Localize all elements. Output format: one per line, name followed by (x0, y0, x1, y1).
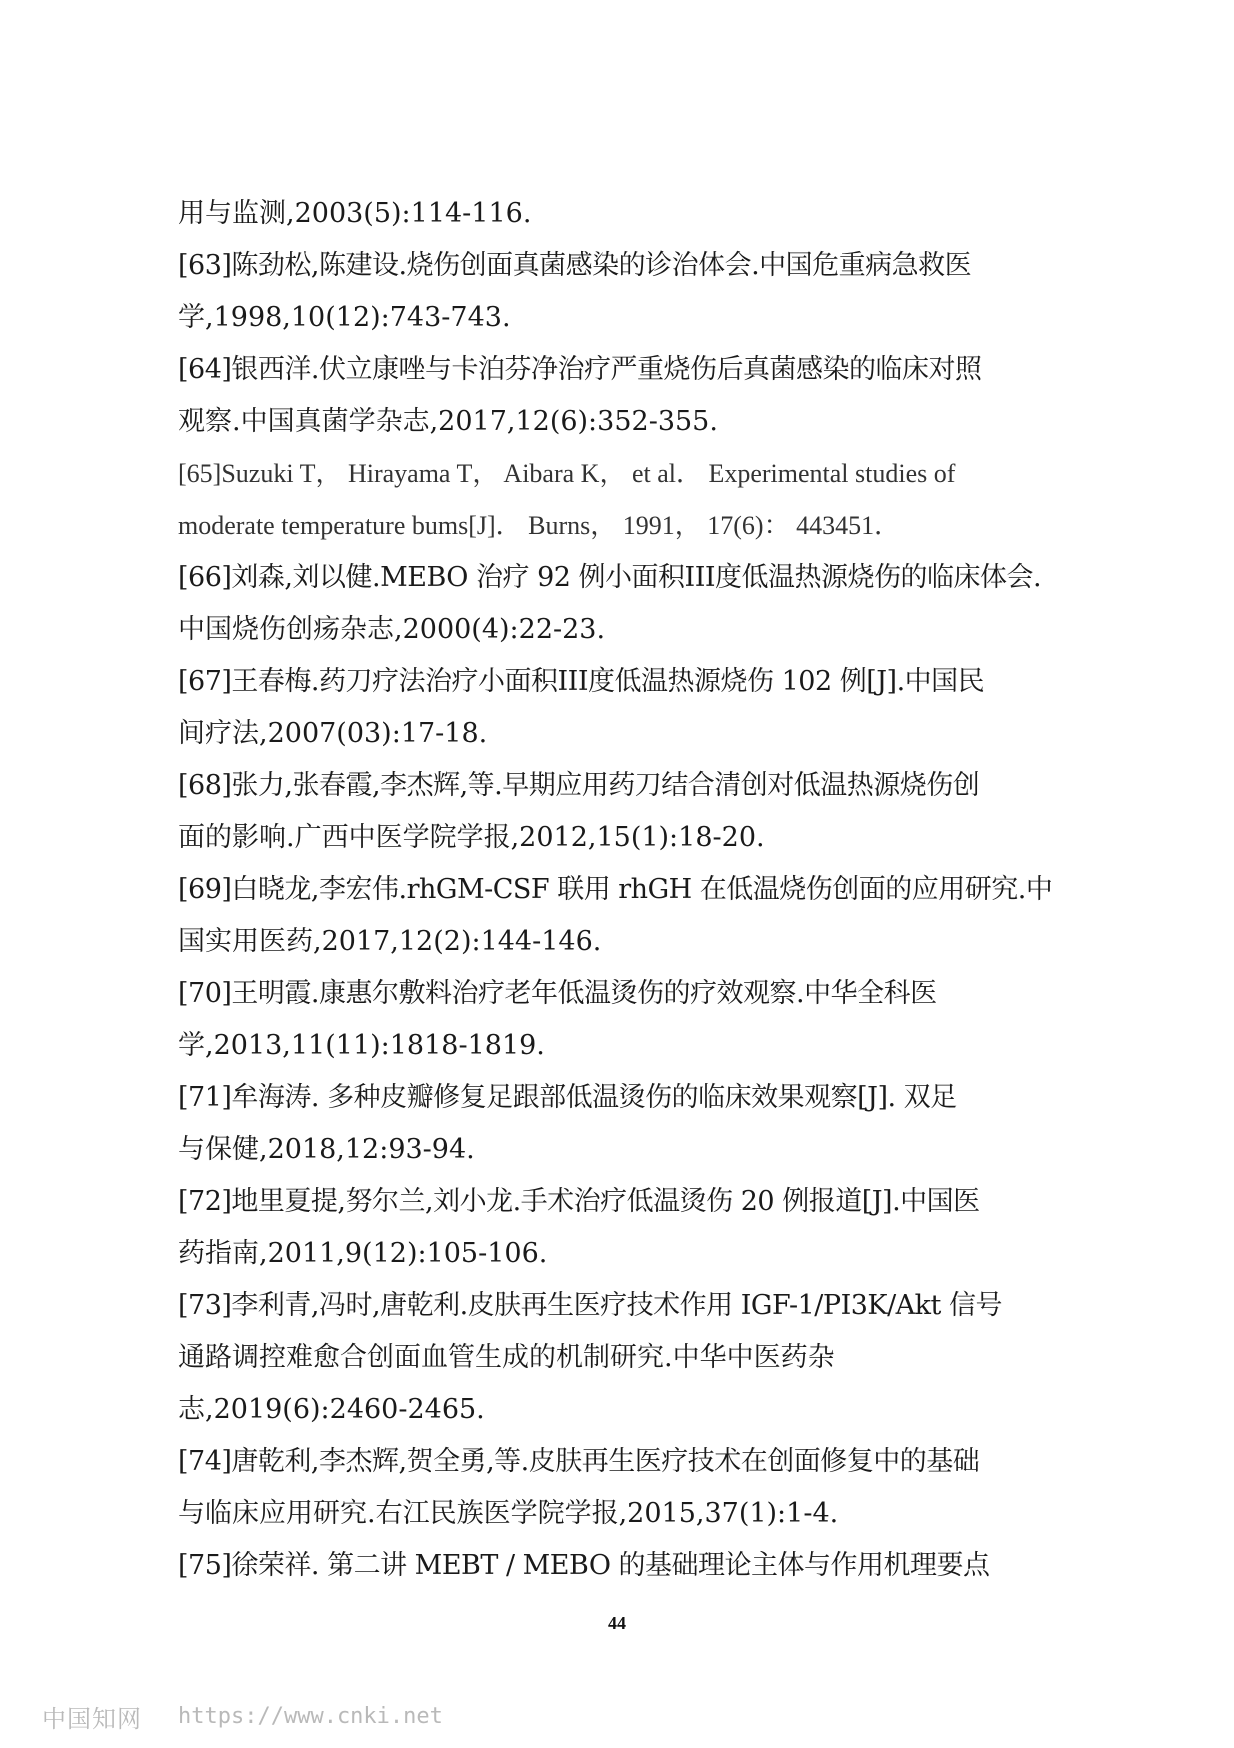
reference-line: [73]李利青,冯时,唐乾利.皮肤再生医疗技术作用 IGF-1/PI3K/Akt 信号 (178, 1290, 1002, 1321)
reference-line: 中国烧伤创疡杂志,2000(4):22-23. (178, 614, 606, 645)
reference-line: [67]王春梅.药刀疗法治疗小面积III度低温热源烧伤 102 例[J].中国民 (178, 666, 985, 697)
reference-line: 间疗法,2007(03):17-18. (178, 718, 488, 749)
reference-line: 学,2013,11(11):1818-1819. (178, 1030, 545, 1061)
reference-line: [70]王明霞.康惠尔敷料治疗老年低温烫伤的疗效观察.中华全科医 (178, 978, 937, 1009)
page-number: 44 (608, 1613, 626, 1633)
watermark-brand: 中国知网 (42, 1704, 142, 1733)
reference-line: [64]银西洋.伏立康唑与卡泊芬净治疗严重烧伤后真菌感染的临床对照 (178, 354, 982, 385)
reference-line: 观察.中国真菌学杂志,2017,12(6):352-355. (178, 406, 718, 437)
watermark-url: https://www.cnki.net (178, 1703, 443, 1729)
reference-line: 与保健,2018,12:93-94. (178, 1134, 475, 1165)
reference-line: 与临床应用研究.右江民族医学院学报,2015,37(1):1-4. (178, 1498, 839, 1529)
cnki-watermark (42, 1701, 443, 1731)
reference-line: [74]唐乾利,李杰辉,贺全勇,等.皮肤再生医疗技术在创面修复中的基础 (178, 1446, 980, 1477)
reference-line: 志,2019(6):2460-2465. (178, 1394, 485, 1425)
reference-line: [66]刘森,刘以健.MEBO 治疗 92 例小面积III度低温热源烧伤的临床体会. (178, 562, 1042, 593)
reference-line: [72]地里夏提,努尔兰,刘小龙.手术治疗低温烫伤 20 例报道[J].中国医 (178, 1186, 980, 1217)
reference-line: 药指南,2011,9(12):105-106. (178, 1238, 548, 1269)
reference-line: 面的影响.广西中医学院学报,2012,15(1):18-20. (178, 822, 765, 853)
reference-line: 通路调控难愈合创面血管生成的机制研究.中华中医药杂 (178, 1342, 835, 1373)
reference-line: moderate temperature bums[J]． Burns， 1991， 17(6)： 443451． (178, 511, 901, 540)
reference-list (178, 188, 1098, 1592)
reference-line: [71]牟海涛. 多种皮瓣修复足跟部低温烫伤的临床效果观察[J]. 双足 (178, 1082, 957, 1113)
reference-line: [63]陈劲松,陈建设.烧伤创面真菌感染的诊治体会.中国危重病急救医 (178, 250, 972, 281)
reference-line: 学,1998,10(12):743-743. (178, 302, 511, 333)
reference-line: [68]张力,张春霞,李杰辉,等.早期应用药刀结合清创对低温热源烧伤创 (178, 770, 980, 801)
reference-line: [69]白晓龙,李宏伟.rhGM-CSF 联用 rhGH 在低温烧伤创面的应用研究.中 (178, 874, 1053, 905)
reference-line: 用与监测,2003(5):114-116. (178, 198, 532, 229)
reference-line: [65]Suzuki T， Hirayama T， Aibara K， et al． Experimental studies of (178, 459, 956, 488)
reference-line: [75]徐荣祥. 第二讲 MEBT / MEBO 的基础理论主体与作用机理要点 (178, 1550, 990, 1581)
reference-line: 国实用医药,2017,12(2):144-146. (178, 926, 602, 957)
